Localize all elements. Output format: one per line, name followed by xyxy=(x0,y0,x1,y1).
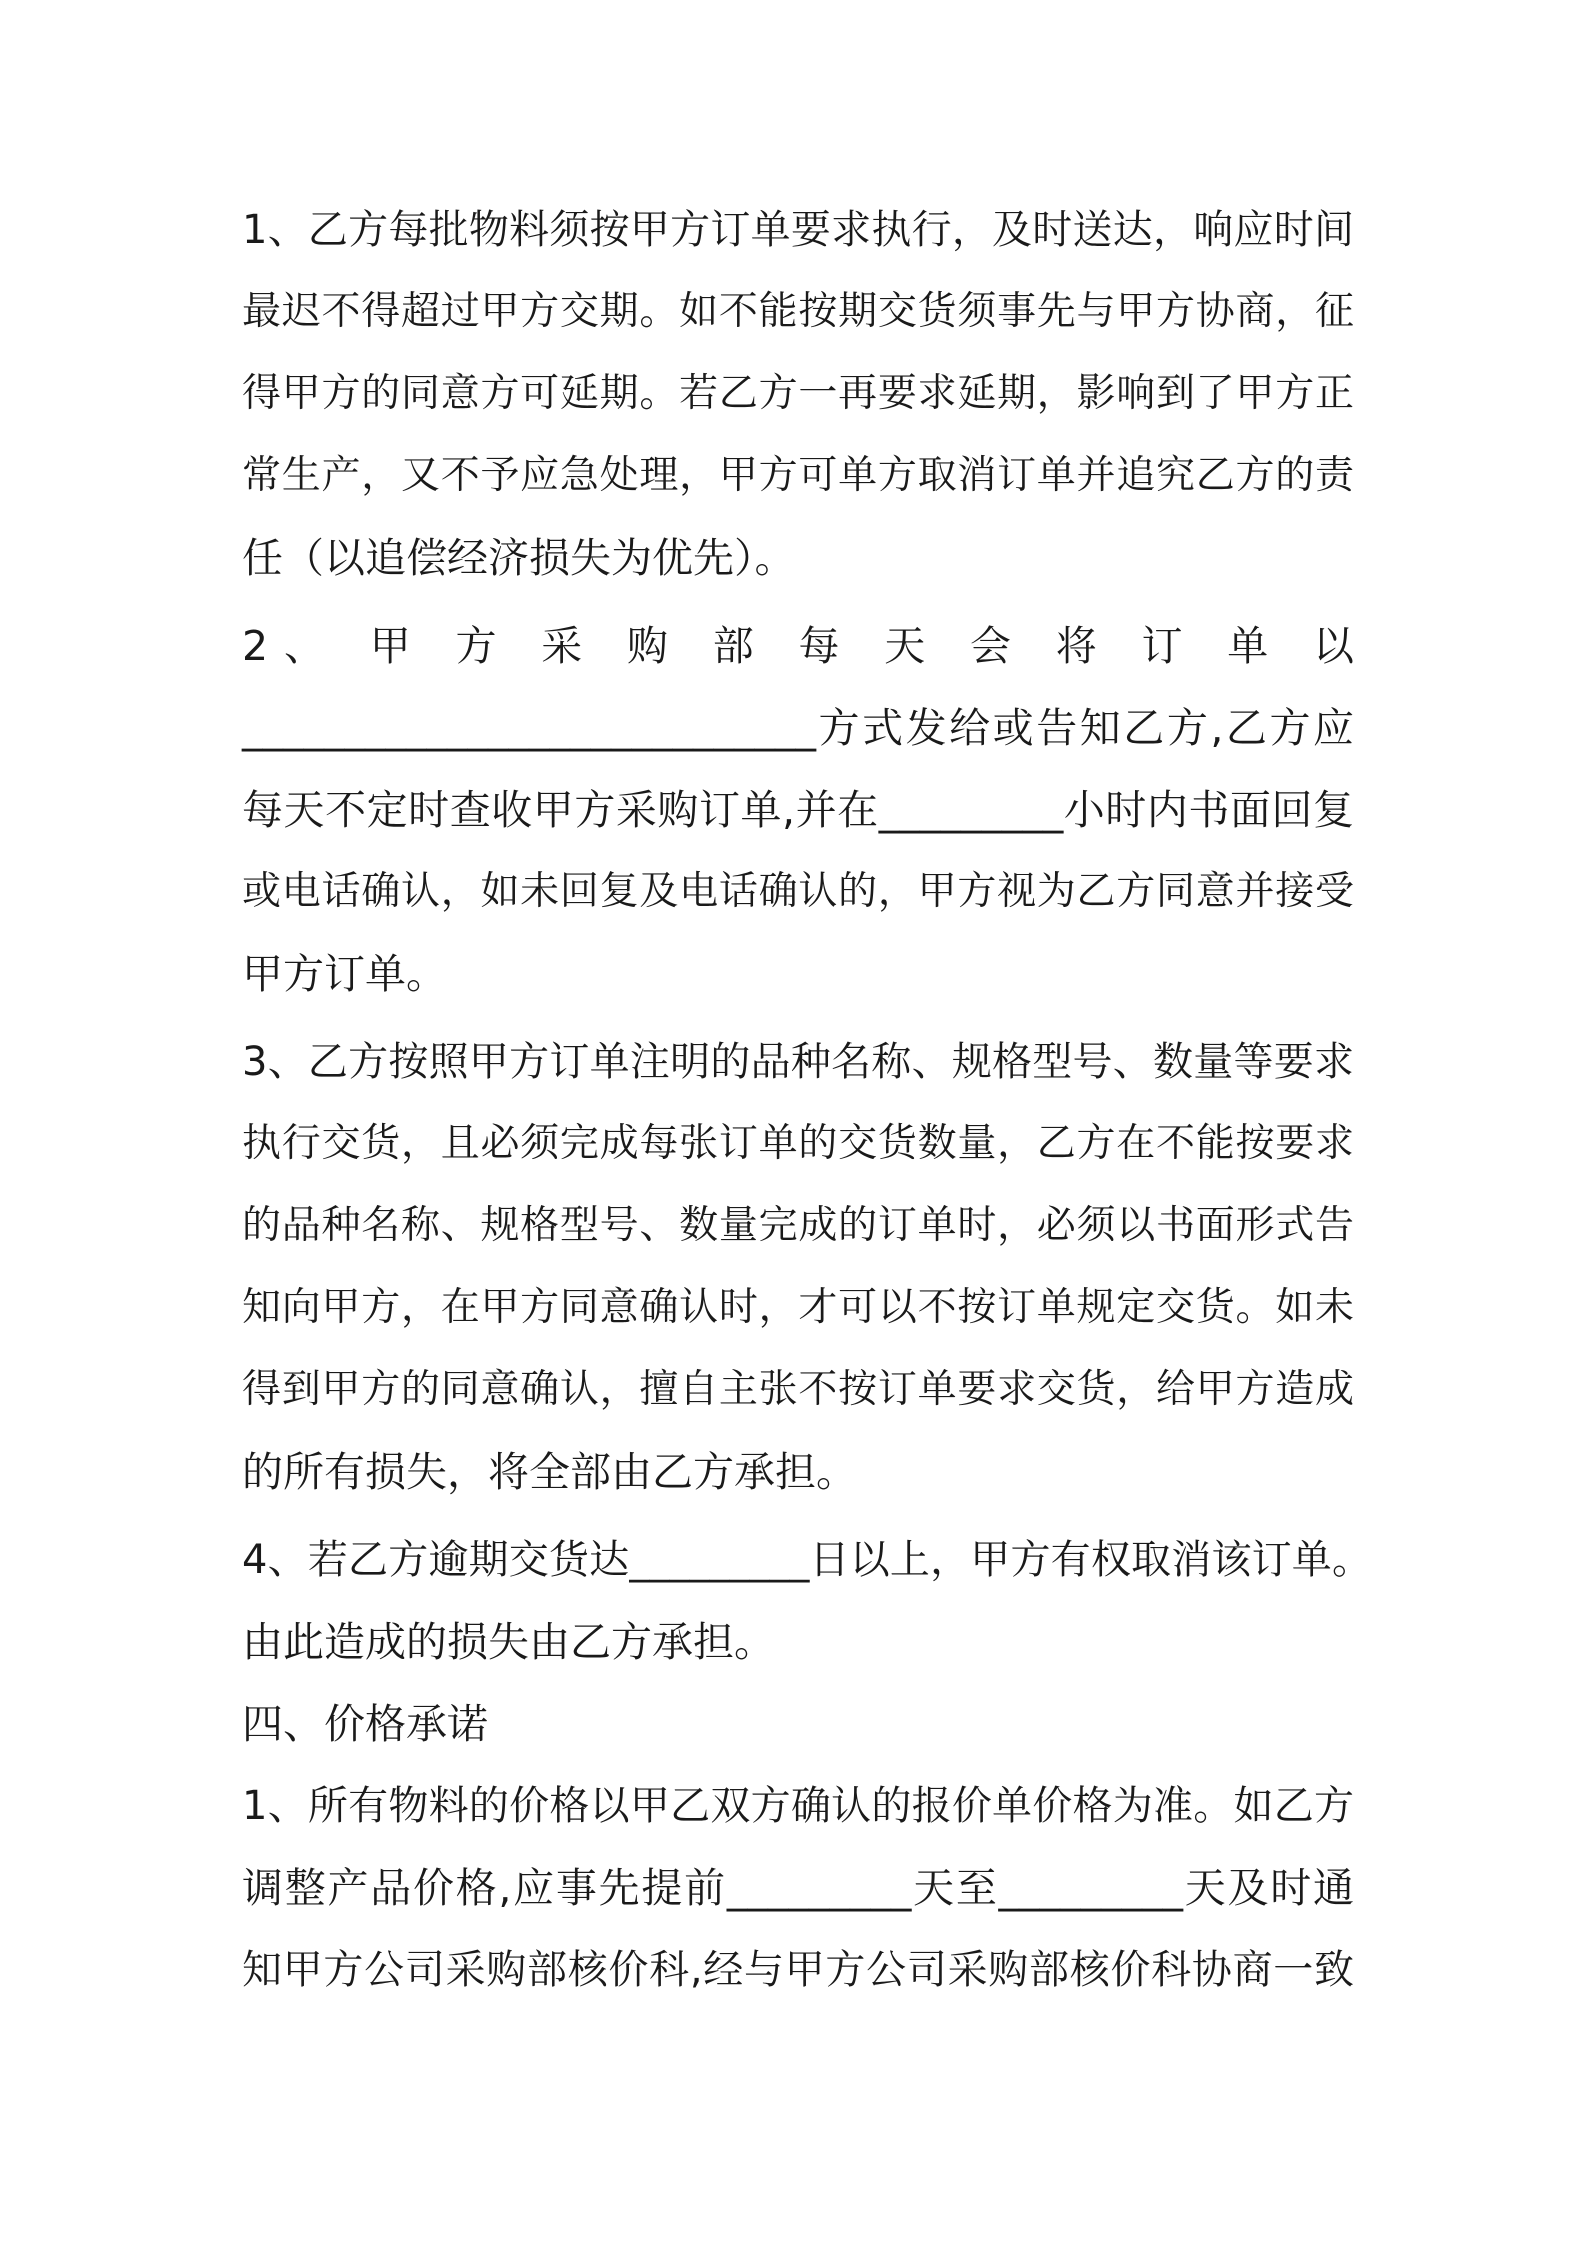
text-line: 1、所有物料的价格以甲乙双方确认的报价单价格为准。如乙方 xyxy=(242,1783,1354,1829)
text-line: 或电话确认，如未回复及电话确认的，甲方视为乙方同意并接受 xyxy=(242,869,1354,914)
text-line: 常生产，又不予应急处理，甲方可单方取消订单并追究乙方的责 xyxy=(242,453,1354,498)
text-line: 得甲方的同意方可延期。若乙方一再要求延期，影响到了甲方正 xyxy=(242,371,1354,416)
text-line: 1、乙方每批物料须按甲方订单要求执行，及时送达，响应时间 xyxy=(242,207,1354,253)
text-line: 知向甲方，在甲方同意确认时，才可以不按订单规定交货。如未 xyxy=(242,1285,1354,1330)
section-heading: 四、价格承诺 xyxy=(242,1700,488,1748)
text-line: 的品种名称、规格型号、数量完成的订单时，必须以书面形式告 xyxy=(242,1203,1354,1248)
text-line: 调整产品价格,应事先提前_________天至_________天及时通 xyxy=(242,1864,1354,1912)
text-line: 的所有损失，将全部由乙方承担。 xyxy=(242,1448,857,1496)
text-line: 知甲方公司采购部核价科,经与甲方公司采购部核价科协商一致 xyxy=(242,1947,1354,1993)
text-line: 由此造成的损失由乙方承担。 xyxy=(242,1618,775,1666)
text-line: ____________________________方式发给或告知乙方,乙方应 xyxy=(242,704,1354,752)
text-line: 最迟不得超过甲方交期。如不能按期交货须事先与甲方协商，征 xyxy=(242,289,1354,334)
text-line: 任（以追偿经济损失为优先）。 xyxy=(242,534,796,582)
text-line: 每天不定时查收甲方采购订单,并在_________小时内书面回复 xyxy=(242,786,1354,834)
text-line: 得到甲方的同意确认，擅自主张不按订单要求交货，给甲方造成 xyxy=(242,1367,1354,1412)
text-line: 甲方订单。 xyxy=(242,950,447,998)
text-line: 2、 甲 方 采 购 部 每 天 会 将 订 单 以 xyxy=(242,622,1354,670)
text-line: 4、若乙方逾期交货达_________日以上，甲方有权取消该订单。 xyxy=(242,1537,1372,1583)
text-line: 执行交货，且必须完成每张订单的交货数量，乙方在不能按要求 xyxy=(242,1121,1354,1166)
text-line: 3、乙方按照甲方订单注明的品种名称、规格型号、数量等要求 xyxy=(242,1039,1354,1085)
